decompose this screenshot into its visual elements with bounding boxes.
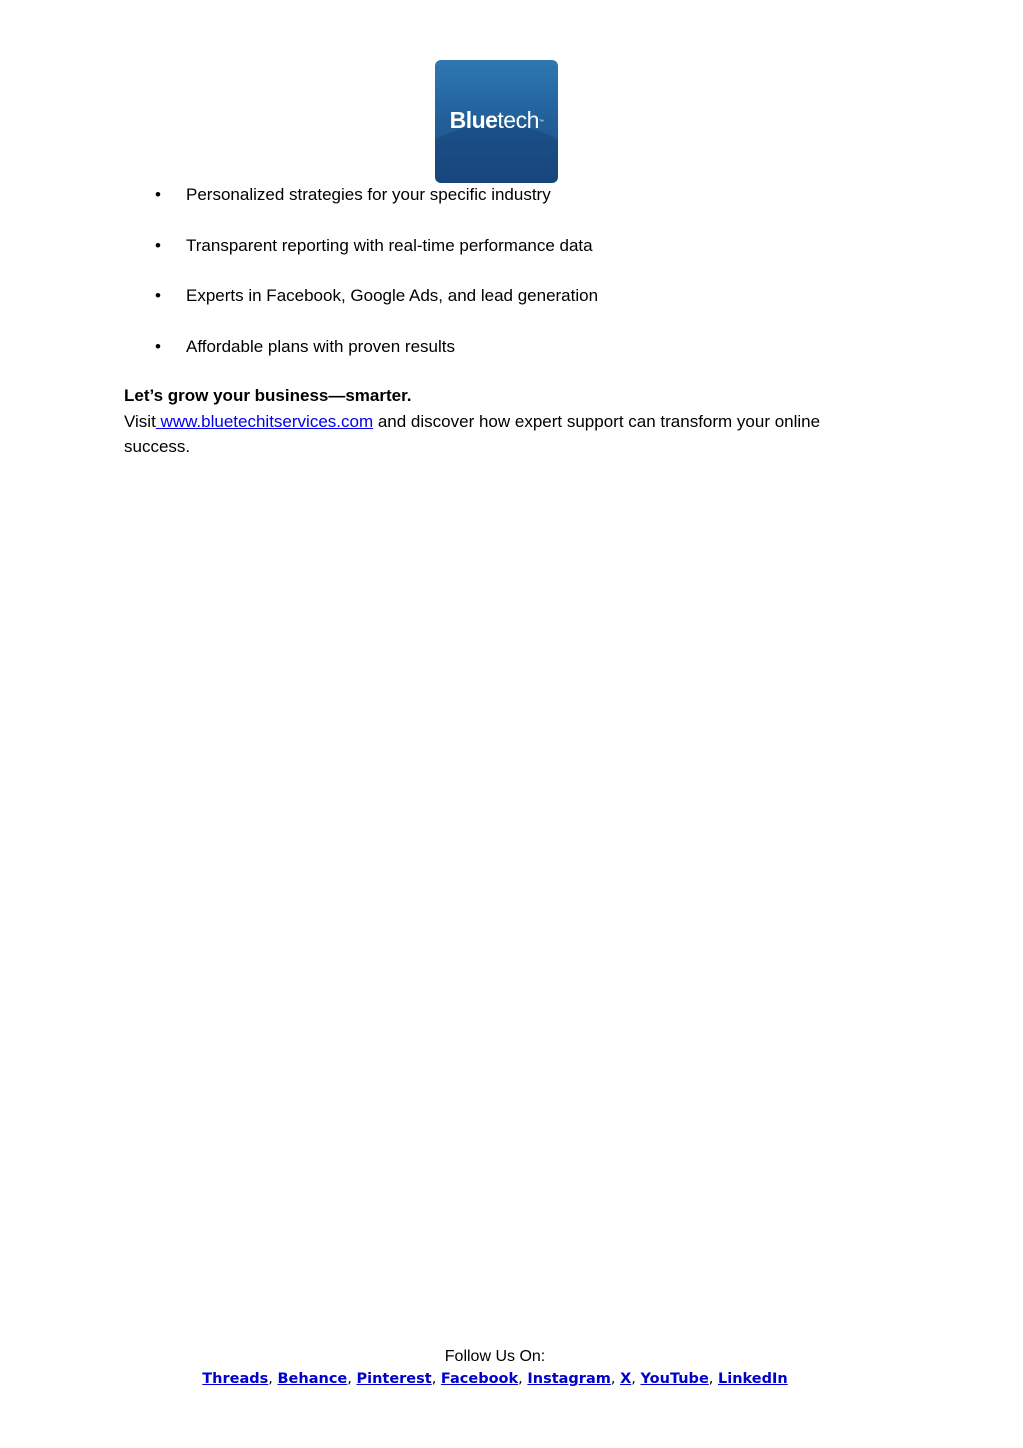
instagram-link[interactable]: Instagram	[527, 1371, 611, 1387]
bullet-icon: •	[155, 185, 161, 204]
footer	[0, 1345, 990, 1389]
x-link[interactable]: X	[620, 1371, 632, 1387]
cta-headline: Let’s grow your business—smarter.	[124, 386, 412, 405]
visit-suffix: and discover how expert support can transform your online success.	[124, 411, 821, 456]
youtube-link[interactable]: YouTube	[640, 1371, 709, 1387]
bullet-icon: •	[155, 286, 161, 305]
list-item-text: Experts in Facebook, Google Ads, and lead generation	[186, 286, 599, 305]
logo-text-bold: Blue	[449, 107, 498, 133]
list-item-text: Transparent reporting with real-time performance data	[186, 235, 593, 255]
separator: ,	[347, 1371, 357, 1387]
social-links	[0, 1369, 990, 1389]
list-item-text: Affordable plans with proven results	[186, 336, 456, 356]
separator: ,	[610, 1371, 621, 1387]
visit-prefix: Visit	[124, 411, 156, 431]
separator: ,	[518, 1371, 528, 1387]
threads-link[interactable]: Threads	[202, 1371, 269, 1387]
list-item-text: Personalized strategies for your specific industry	[186, 185, 551, 204]
website-link[interactable]: www.bluetechitservices.com	[155, 411, 374, 431]
behance-link[interactable]: Behance	[277, 1371, 348, 1387]
linkedin-link[interactable]: LinkedIn	[718, 1371, 788, 1387]
logo-trademark: ™	[538, 119, 544, 125]
logo-wordmark	[435, 106, 558, 134]
bullet-icon: •	[155, 235, 161, 255]
logo-text-light: tech	[497, 107, 539, 133]
separator: ,	[631, 1371, 641, 1387]
separator: ,	[268, 1371, 278, 1387]
bullet-icon: •	[155, 336, 161, 356]
separator: ,	[431, 1371, 441, 1387]
facebook-link[interactable]: Facebook	[440, 1371, 519, 1387]
bluetech-logo	[435, 60, 558, 183]
separator: ,	[708, 1371, 718, 1387]
follow-us-label: Follow Us On:	[444, 1348, 546, 1365]
cta-paragraph	[124, 383, 884, 460]
pinterest-link[interactable]: Pinterest	[356, 1371, 432, 1387]
